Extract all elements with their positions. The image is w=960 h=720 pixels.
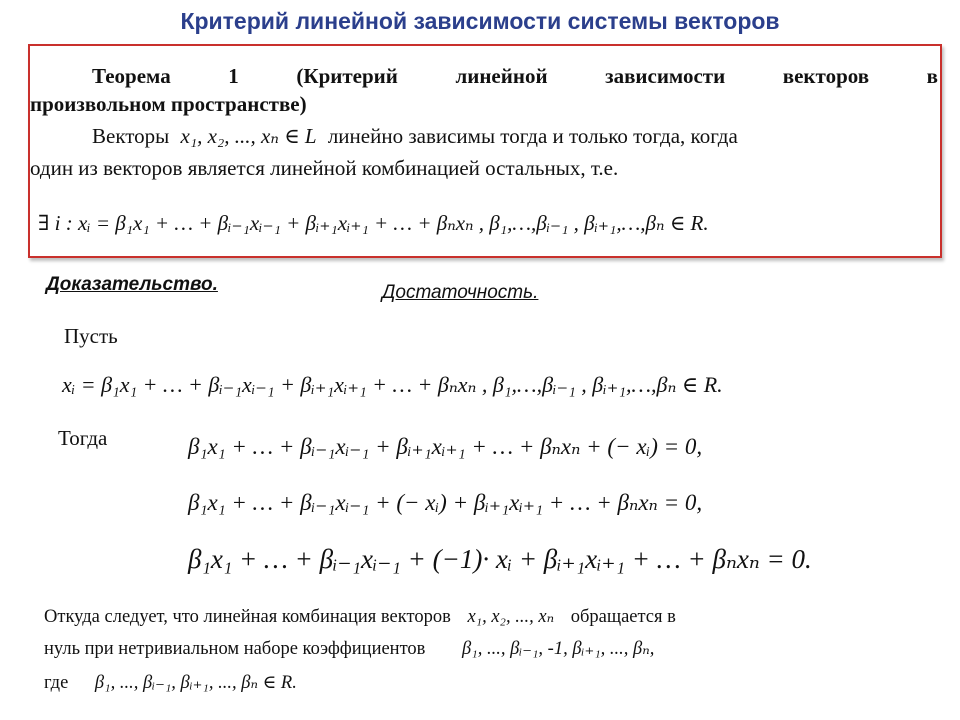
slide-title: Критерий линейной зависимости системы векторов [180, 8, 780, 34]
equation-1: β₁x₁ + … + βᵢ₋₁xᵢ₋₁ + βᵢ₊₁xᵢ₊₁ + … + βₙxₙ + (− xᵢ) = 0, [188, 434, 703, 459]
conclusion-text-1: Откуда следует, что линейная комбинация векторов [44, 607, 451, 627]
conclusion-coefficients: β₁, ..., βᵢ₋₁, -1, βᵢ₊₁, ..., βₙ, [462, 639, 655, 659]
conclusion-formula: β₁, ..., βᵢ₋₁, βᵢ₊₁, ..., βₙ ∈ R. [94, 673, 297, 693]
let-label: Пусть [64, 324, 118, 348]
let-formula: xᵢ = β₁x₁ + … + βᵢ₋₁xᵢ₋₁ + βᵢ₊₁xᵢ₊₁ + … + βₙxₙ , β₁,…,βᵢ₋₁ , βᵢ₊₁,…,βₙ ∈ R. [62, 372, 723, 397]
conclusion-line-2 [44, 638, 654, 660]
theorem-formula: ∃ i : xᵢ = β₁x₁ + … + βᵢ₋₁xᵢ₋₁ + βᵢ₊₁xᵢ₊₁ + … + βₙxₙ , β₁,…,βᵢ₋₁ , βᵢ₊₁,…,βₙ ∈ R. [38, 211, 709, 235]
theorem-heading-line1: Теорема 1 (Критерий линейной зависимости векторов в [92, 64, 938, 88]
then-label: Тогда [58, 426, 108, 450]
conclusion-text-3: где [44, 673, 69, 693]
theorem-statement-line1 [92, 124, 738, 149]
conclusion-text-2: нуль при нетривиальном наборе коэффициентов [44, 639, 426, 659]
conclusion-line-1 [44, 606, 676, 628]
statement-vectors: x₁, x₂, ..., xₙ ∈ L [180, 124, 317, 148]
equation-2: β₁x₁ + … + βᵢ₋₁xᵢ₋₁ + (− xᵢ) + βᵢ₊₁xᵢ₊₁ + … + βₙxₙ = 0, [188, 490, 703, 515]
conclusion-end: обращается в [570, 607, 676, 627]
statement-pre: Векторы [92, 124, 170, 148]
conclusion-vectors: x₁, x₂, ..., xₙ [467, 607, 555, 627]
statement-post: линейно зависимы тогда и только тогда, когда [327, 124, 738, 148]
conclusion-line-3 [44, 672, 297, 694]
equation-3: β₁x₁ + … + βᵢ₋₁xᵢ₋₁ + (−1)· xᵢ + βᵢ₊₁xᵢ₊₁ + … + βₙxₙ = 0. [188, 544, 812, 574]
sufficiency-label: Достаточность. [382, 282, 539, 303]
theorem-statement-line2: один из векторов является линейной комбинацией остальных, т.е. [30, 156, 619, 180]
proof-label: Доказательство. [46, 274, 218, 295]
theorem-heading-line2: произвольном пространстве) [30, 92, 307, 116]
theorem-box [28, 44, 942, 258]
